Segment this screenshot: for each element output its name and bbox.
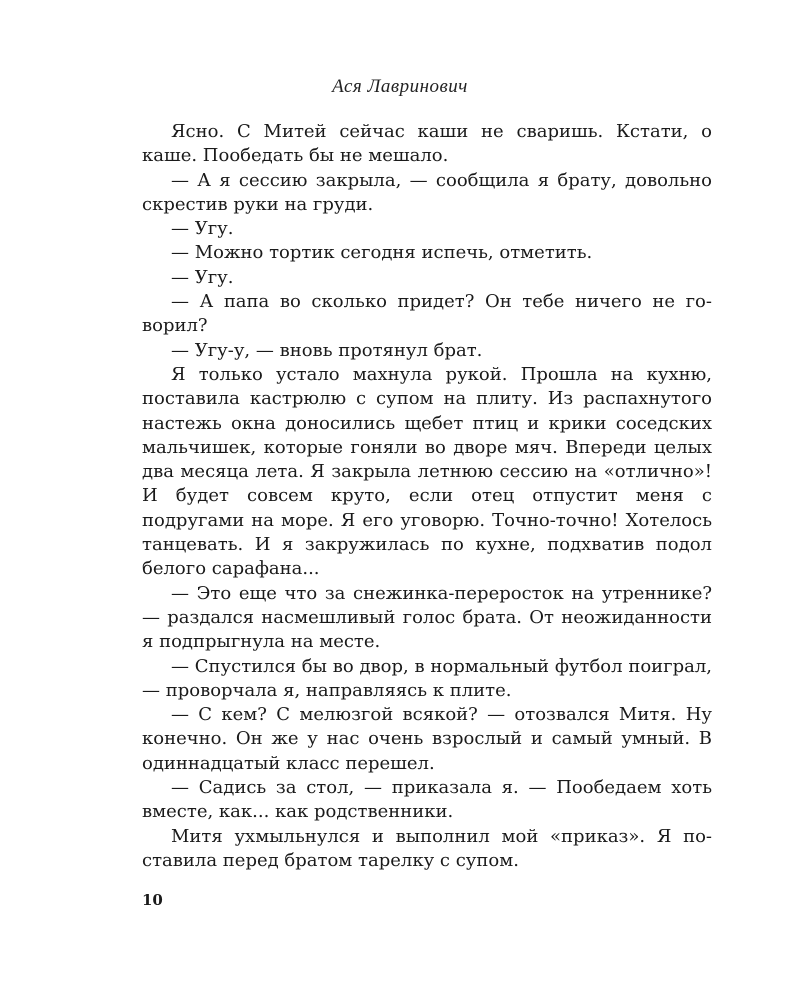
body-text <box>142 120 712 873</box>
paragraph: Я только устало махнула рукой. Прошла на кухню, поставила кастрюлю с супом на плиту. Из распахнутого настежь окна доносились щебет птиц и крики соседских мальчишек, которые гоняли во дворе мяч. Впереди целых два месяца лета. Я закрыла летнюю сессию на «отлично»! И будет совсем круто, если отец отпустит меня с подругами на море. Я его уговорю. Точно-точно! Хотелось танцевать. И я закружилась по кухне, подхватив подол белого сарафана... <box>142 363 712 580</box>
paragraph: — А папа во сколько придет? Он тебе ничего не говорил? <box>142 291 712 337</box>
paragraph: — Это еще что за снежинка-переросток на утреннике? — раздался насмешливый голос брата. От неожиданности я подпрыгнула на месте. <box>142 582 712 653</box>
running-header-author: Ася Лавринович <box>332 76 468 97</box>
paragraph: — Угу-у, — вновь протянул брат. <box>171 339 483 361</box>
paragraph: — Спустился бы во двор, в нормальный футбол поиграл, — проворчала я, направляясь к плите. <box>142 655 712 701</box>
paragraph: — Можно тортик сегодня испечь, отметить. <box>171 242 593 264</box>
paragraph: — Садись за стол, — приказала я. — Пообедаем хоть вместе, как... как родственники. <box>142 777 712 823</box>
paragraph: — А я сессию закрыла, — сообщила я брату, довольно скрестив руки на груди. <box>142 169 712 215</box>
paragraph: — С кем? С мелюзгой всякой? — отозвался Митя. Ну конечно. Он же у нас очень взрослый и самый умный. В одиннадцатый класс перешел. <box>142 704 712 774</box>
paragraph: Ясно. С Митей сейчас каши не сваришь. Кстати, о каше. Пообедать бы не мешало. <box>142 121 712 167</box>
paragraph: — Угу. <box>171 266 234 288</box>
paragraph: — Угу. <box>171 218 234 240</box>
page-number: 10 <box>142 891 163 909</box>
paragraph: Митя ухмыльнулся и выполнил мой «приказ». Я поставила перед братом тарелку с супом. <box>142 825 712 871</box>
